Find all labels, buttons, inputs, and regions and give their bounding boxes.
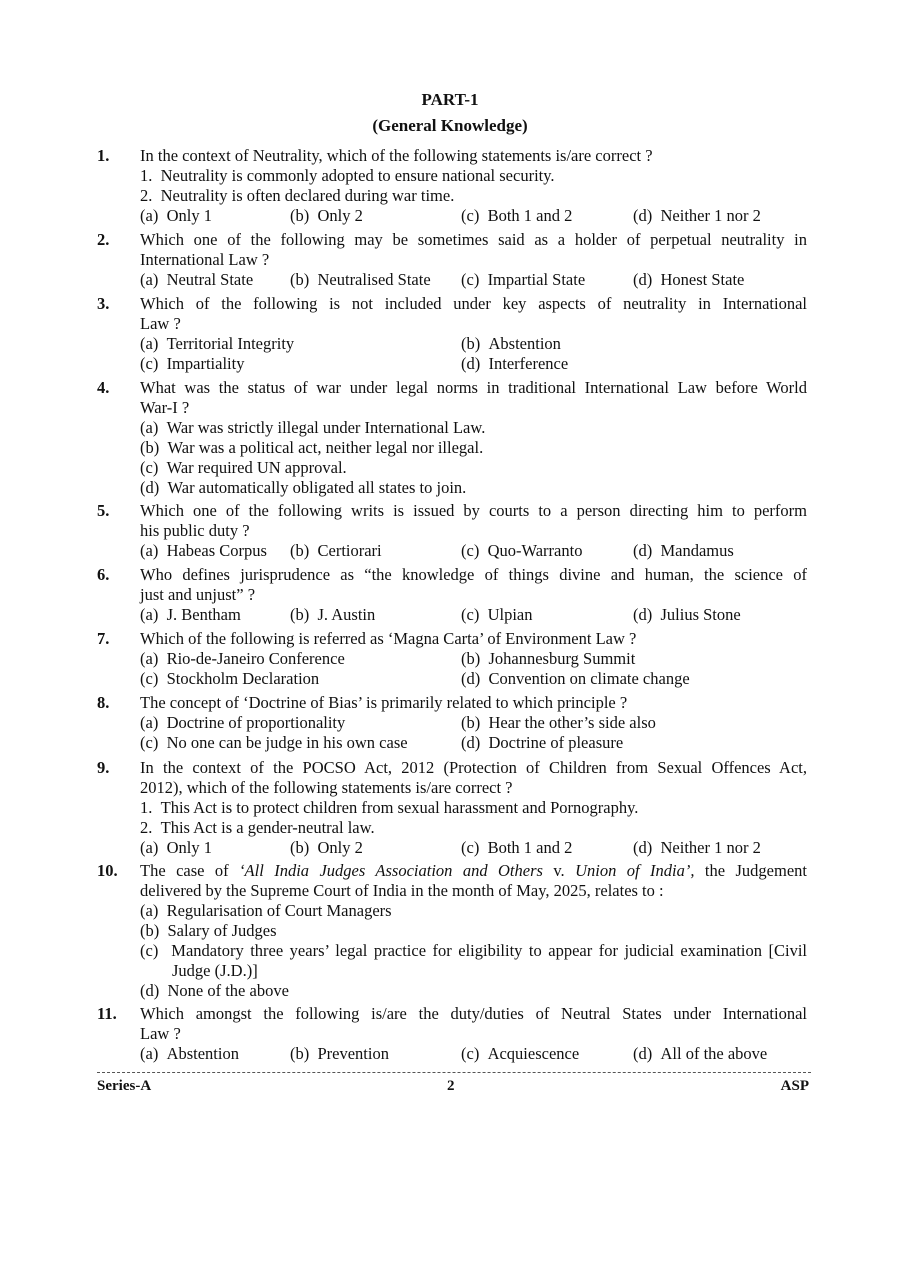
question-2 <box>97 230 807 290</box>
question-1 <box>97 146 807 226</box>
question-text-line-2: Law ? <box>140 314 181 333</box>
options-row <box>140 605 807 625</box>
options-row-2 <box>140 669 807 689</box>
option-b: (b) Certiorari <box>290 541 382 560</box>
question-text-line-1: Which one of the following writs is issued by courts to a person directing him to perform <box>140 501 807 520</box>
option-c: (c) No one can be judge in his own case <box>140 733 408 752</box>
option-d: (d) Mandamus <box>633 541 734 560</box>
option-b: (b) Only 2 <box>290 206 363 225</box>
question-number: 3. <box>97 294 110 313</box>
option-b: (b) Abstention <box>461 334 561 353</box>
question-text-line-1: Who defines jurisprudence as “the knowledge of things divine and human, the science of <box>140 565 807 584</box>
option-d: (d) None of the above <box>140 981 289 1000</box>
option-d: (d) Doctrine of pleasure <box>461 733 624 752</box>
option-a: (a) Only 1 <box>140 838 212 857</box>
option-a: (a) Territorial Integrity <box>140 334 295 353</box>
option-d: (d) All of the above <box>633 1044 768 1063</box>
question-7 <box>97 629 807 689</box>
statement-2: 2. This Act is a gender-neutral law. <box>140 818 375 837</box>
option-a: (a) Habeas Corpus <box>140 541 267 560</box>
option-c: (c) Impartiality <box>140 354 245 373</box>
page-number: 2 <box>447 1078 455 1094</box>
option-a: (a) Rio-de-Janeiro Conference <box>140 649 345 668</box>
option-c: (c) Both 1 and 2 <box>461 206 573 225</box>
question-number: 8. <box>97 693 110 712</box>
question-text: The concept of ‘Doctrine of Bias’ is primarily related to which principle ? <box>140 693 628 712</box>
question-text-line-1: Which one of the following may be sometimes said as a holder of perpetual neutrality in <box>140 230 807 249</box>
question-text-line-1: Which of the following is not included under key aspects of neutrality in International <box>140 294 807 313</box>
question-number: 10. <box>97 861 118 880</box>
option-b: (b) Only 2 <box>290 838 363 857</box>
question-text-line-1 <box>140 861 807 881</box>
options-row <box>140 270 807 290</box>
option-c: (c) Quo-Warranto <box>461 541 583 560</box>
options-row <box>140 1044 807 1064</box>
option-d: (d) Neither 1 nor 2 <box>633 206 761 225</box>
question-6 <box>97 565 807 625</box>
option-a: (a) Doctrine of proportionality <box>140 713 346 732</box>
question-5 <box>97 501 807 561</box>
option-b: (b) Prevention <box>290 1044 389 1063</box>
statement-1: 1. This Act is to protect children from sexual harassment and Pornography. <box>140 798 639 817</box>
options-row-2 <box>140 733 807 753</box>
question-text: Which of the following is referred as ‘Magna Carta’ of Environment Law ? <box>140 629 637 648</box>
option-d: (d) Julius Stone <box>633 605 741 624</box>
paper-code: ASP <box>780 1078 809 1094</box>
option-c: (c) Both 1 and 2 <box>461 838 573 857</box>
question-text: In the context of Neutrality, which of the following statements is/are correct ? <box>140 146 653 165</box>
question-text-line-2: 2012), which of the following statements is/are correct ? <box>140 778 513 797</box>
question-number: 5. <box>97 501 110 520</box>
option-c: (c) Ulpian <box>461 605 533 624</box>
options-row-1 <box>140 713 807 733</box>
question-number: 1. <box>97 146 110 165</box>
options-row <box>140 206 807 226</box>
question-3 <box>97 294 807 374</box>
option-d: (d) Convention on climate change <box>461 669 690 688</box>
option-a: (a) War was strictly illegal under International Law. <box>140 418 486 437</box>
options-row <box>140 541 807 561</box>
question-text-pre: The case of <box>140 861 240 880</box>
question-text-line-1: What was the status of war under legal norms in traditional International Law before World <box>140 378 807 397</box>
question-number: 9. <box>97 758 110 777</box>
option-b: (b) Johannesburg Summit <box>461 649 636 668</box>
question-number: 7. <box>97 629 110 648</box>
question-4 <box>97 378 807 498</box>
question-text-line-1: Which amongst the following is/are the duty/duties of Neutral States under International <box>140 1004 807 1023</box>
question-text-line-2: War-I ? <box>140 398 190 417</box>
series-label: Series-A <box>97 1078 152 1094</box>
option-a: (a) Only 1 <box>140 206 212 225</box>
options-row-2 <box>140 354 807 374</box>
question-text-line-2: delivered by the Supreme Court of India in the month of May, 2025, relates to : <box>140 881 664 900</box>
case-party-b: Union of India’, <box>575 861 695 880</box>
question-number: 11. <box>97 1004 117 1023</box>
option-c: (c) Stockholm Declaration <box>140 669 320 688</box>
question-8 <box>97 693 807 753</box>
option-a: (a) Regularisation of Court Managers <box>140 901 392 920</box>
statement-2: 2. Neutrality is often declared during war time. <box>140 186 455 205</box>
question-10 <box>97 861 807 1001</box>
option-d: (d) Honest State <box>633 270 745 289</box>
section-heading: (General Knowledge) <box>372 116 528 135</box>
question-number: 2. <box>97 230 110 249</box>
question-9 <box>97 758 807 858</box>
option-d: (d) Neither 1 nor 2 <box>633 838 761 857</box>
option-c: (c) Impartial State <box>461 270 586 289</box>
question-text-line-2: his public duty ? <box>140 521 250 540</box>
question-text-line-2: just and unjust” ? <box>140 585 256 604</box>
option-c: (c) War required UN approval. <box>140 458 347 477</box>
option-a: (a) Neutral State <box>140 270 254 289</box>
options-row-1 <box>140 649 807 669</box>
case-versus: v. <box>542 861 576 880</box>
option-c: (c) Mandatory three years’ legal practice for eligibility to appear for judicial examination [Civil Judge (J.D.)] <box>140 941 807 980</box>
option-b: (b) Hear the other’s side also <box>461 713 656 732</box>
question-number: 4. <box>97 378 110 397</box>
option-b: (b) Salary of Judges <box>140 921 277 940</box>
question-number: 6. <box>97 565 110 584</box>
options-row-1 <box>140 334 807 354</box>
part-heading: PART-1 <box>421 90 479 109</box>
option-d: (d) War automatically obligated all states to join. <box>140 478 467 497</box>
option-a: (a) J. Bentham <box>140 605 241 624</box>
options-row <box>140 838 807 858</box>
option-d: (d) Interference <box>461 354 569 373</box>
case-party-a: ‘All India Judges Association and Others <box>239 861 543 880</box>
page-footer <box>97 1072 811 1094</box>
question-text-line-2: International Law ? <box>140 250 270 269</box>
question-11 <box>97 1004 807 1064</box>
question-text-post: the Judgement <box>694 861 807 880</box>
option-b: (b) J. Austin <box>290 605 376 624</box>
question-text-line-1: In the context of the POCSO Act, 2012 (Protection of Children from Sexual Offences Act, <box>140 758 807 777</box>
question-text-line-2: Law ? <box>140 1024 181 1043</box>
option-b: (b) War was a political act, neither legal nor illegal. <box>140 438 484 457</box>
statement-1: 1. Neutrality is commonly adopted to ensure national security. <box>140 166 555 185</box>
option-b: (b) Neutralised State <box>290 270 431 289</box>
option-c: (c) Acquiescence <box>461 1044 580 1063</box>
option-a: (a) Abstention <box>140 1044 239 1063</box>
